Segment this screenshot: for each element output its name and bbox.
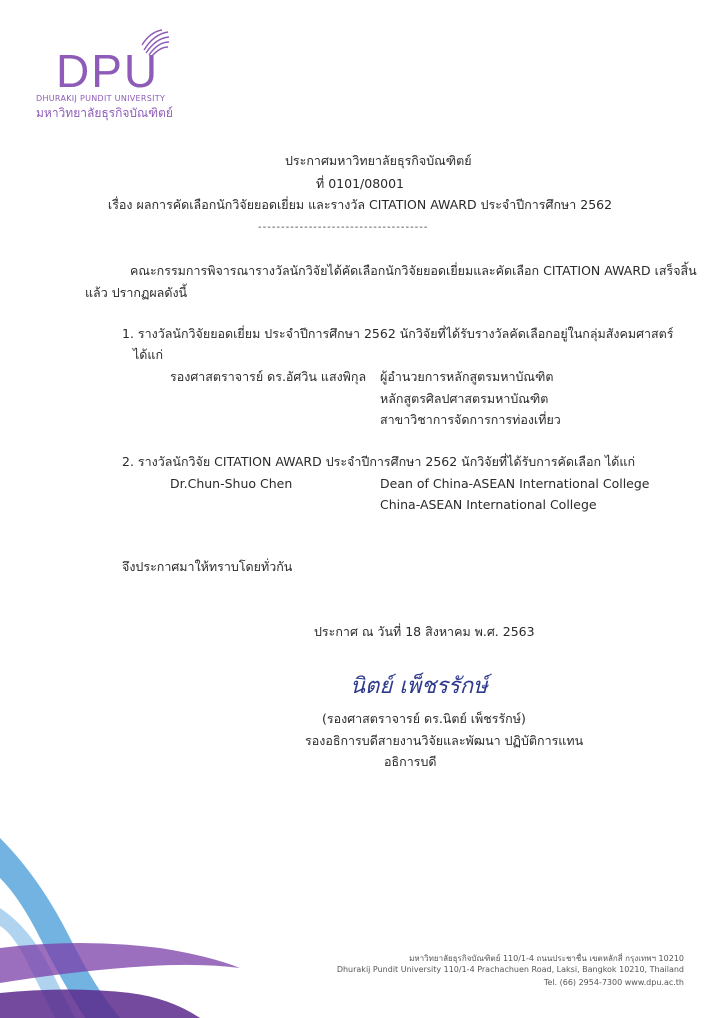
footer-contact: Tel. (66) 2954-7300 www.dpu.ac.th [543, 978, 684, 987]
intro-paragraph-line1: คณะกรรมการพิจารณารางวัลนักวิจัยได้คัดเลือกนักวิจัยยอดเยี่ยมและคัดเลือก CITATION AWARD เสร็จสิ้น [130, 263, 697, 278]
logo-name-th: มหาวิทยาลัยธุรกิจบัณฑิตย์ [36, 106, 173, 120]
footer-address-th: มหาวิทยาลัยธุรกิจบัณฑิตย์ 110/1-4 ถนนประชาชื่น เขตหลักสี่ กรุงเทพฯ 10210 [409, 954, 684, 963]
logo-sphere-icon [140, 28, 172, 58]
announcement-subject: เรื่อง ผลการคัดเลือกนักวิจัยยอดเยี่ยม และรางวัล CITATION AWARD ประจำปีการศึกษา 2562 [107, 197, 613, 212]
decorative-ribbon-graphic [0, 818, 260, 1018]
award-item-1-recipient: รองศาสตราจารย์ ดร.อัศวิน แสงพิกุล [170, 369, 367, 384]
signatory-title-2: อธิการบดี [384, 754, 437, 769]
logo-name-en: DHURAKIJ PUNDIT UNIVERSITY [36, 94, 166, 103]
announcement-number: ที่ 0101/08001 [316, 176, 405, 191]
handwritten-signature: นิตย์ เพ็ชรรักษ์ [350, 674, 488, 699]
header-divider: ------------------------------------- [258, 222, 429, 233]
award-item-1-position-3: สาขาวิชาการจัดการการท่องเที่ยว [380, 412, 561, 427]
award-item-2-recipient: Dr.Chun-Shuo Chen [170, 476, 293, 491]
closing-statement: จึงประกาศมาให้ทราบโดยทั่วกัน [122, 559, 293, 574]
award-item-2-position-1: Dean of China-ASEAN International College [380, 476, 650, 491]
award-item-1-heading: 1. รางวัลนักวิจัยยอดเยี่ยม ประจำปีการศึกษา 2562 นักวิจัยที่ได้รับรางวัลคัดเลือกอยู่ในกลุ่มสังคมศาสตร์ [122, 326, 674, 341]
university-logo: DPU [56, 45, 160, 97]
award-item-1-heading-cont: ได้แก่ [133, 347, 164, 362]
announcement-title: ประกาศมหาวิทยาลัยธุรกิจบัณฑิตย์ [285, 153, 472, 168]
announcement-date: ประกาศ ณ วันที่ 18 สิงหาคม พ.ศ. 2563 [314, 624, 535, 639]
award-item-2-position-2: China-ASEAN International College [380, 497, 597, 512]
award-item-1-position-2: หลักสูตรศิลปศาสตรมหาบัณฑิต [380, 391, 549, 406]
signatory-title-1: รองอธิการบดีสายงานวิจัยและพัฒนา ปฏิบัติการแทน [305, 733, 584, 748]
signatory-name: (รองศาสตราจารย์ ดร.นิตย์ เพ็ชรรักษ์) [322, 711, 526, 726]
intro-paragraph-line2: แล้ว ปรากฏผลดังนี้ [85, 285, 188, 300]
award-item-1-position-1: ผู้อำนวยการหลักสูตรมหาบัณฑิต [380, 369, 554, 384]
footer-address-en: Dhurakij Pundit University 110/1-4 Prachachuen Road, Laksi, Bangkok 10210, Thailand [336, 965, 684, 974]
award-item-2-heading: 2. รางวัลนักวิจัย CITATION AWARD ประจำปีการศึกษา 2562 นักวิจัยที่ได้รับการคัดเลือก ได้แก่ [122, 454, 636, 469]
